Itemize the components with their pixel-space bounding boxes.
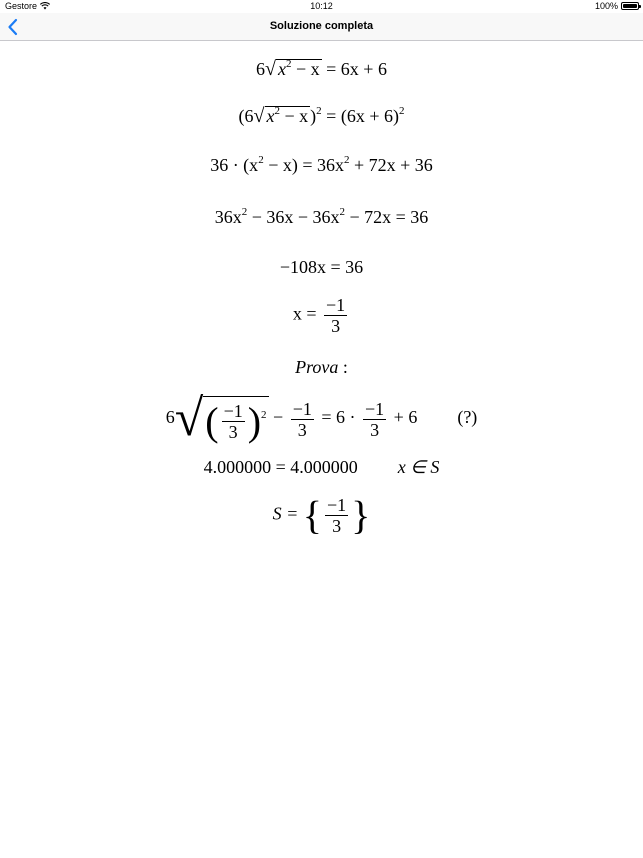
step-square-both-sides: (6√ $x^2 - x$ )$^2 = (6x + 6)^2$ xyxy=(238,105,405,127)
step-solution-set: S = { $\frac{-1}{3}$ } xyxy=(272,492,371,538)
step-collect-terms xyxy=(0,207,643,228)
battery-icon xyxy=(621,2,639,10)
step-check-substitution: 6√( $\frac{-1}{3}$ )$^2$ − $\frac{-1}{3}$ = 6 · $\frac{-1}{3}$ + 6 (?) xyxy=(165,390,478,447)
math-term: ) xyxy=(310,106,317,126)
navigation-bar xyxy=(0,13,643,41)
math-term: − xyxy=(268,407,288,428)
math-term: = 6x + 6 xyxy=(321,59,387,79)
math-term: −1 xyxy=(365,398,385,419)
math-term: S = xyxy=(272,503,303,524)
math-term: x xyxy=(278,59,286,79)
math-term: 2 xyxy=(241,206,248,218)
math-term: 3 xyxy=(332,516,342,536)
clock: 10:12 xyxy=(310,1,333,11)
battery-percent: 100% xyxy=(594,1,618,11)
math-term: 3 xyxy=(331,316,341,336)
math-term: = (6x + 6) xyxy=(321,106,399,126)
step-original-equation: 6√ $x^2 - x = 6x + 6$ xyxy=(256,58,387,80)
math-term: + 6 xyxy=(389,407,418,428)
math-term: Prova xyxy=(295,357,339,377)
math-term: 2 xyxy=(339,206,345,218)
step-simplify xyxy=(0,257,643,278)
math-term: 4.000000 = 4.000000 xyxy=(203,457,358,477)
math-term: −1 xyxy=(326,295,346,315)
math-term: : xyxy=(338,357,348,377)
math-term: − 72x = 36 xyxy=(345,207,429,227)
math-term: (?) xyxy=(457,407,478,428)
math-term: 2 xyxy=(316,105,322,117)
math-term: 3 xyxy=(370,419,380,440)
math-term: 6 xyxy=(165,407,175,428)
math-term: − x xyxy=(280,106,309,126)
battery-info xyxy=(595,1,639,11)
math-term: −108x = 36 xyxy=(279,257,364,277)
page-title: Soluzione completa xyxy=(269,20,374,32)
math-term: + 72x + 36 xyxy=(349,155,433,175)
math-term: − x xyxy=(291,59,320,79)
math-term: −1 xyxy=(327,495,347,515)
math-term: −1 xyxy=(223,400,243,421)
math-term: − x) = 36x xyxy=(263,155,344,175)
step-solution xyxy=(0,295,643,336)
math-term: 2 xyxy=(398,105,405,117)
math-term: 36 · (x xyxy=(210,155,259,175)
math-term: 3 xyxy=(228,421,238,442)
step-check-label xyxy=(0,357,643,378)
math-term: = 6 · xyxy=(316,407,361,428)
math-term: 2 xyxy=(343,154,350,166)
math-term: x xyxy=(266,106,275,126)
math-term: 2 xyxy=(258,154,264,166)
math-term: x ∈ S xyxy=(397,457,440,477)
math-term: 6 xyxy=(256,59,266,79)
math-term: x = xyxy=(292,303,321,324)
math-term: −1 xyxy=(292,398,312,419)
math-term: 3 xyxy=(297,419,307,440)
carrier-name: Gestore xyxy=(5,1,38,11)
math-term: (6 xyxy=(238,106,254,126)
math-term: 2 xyxy=(274,105,281,117)
math-term: 2 xyxy=(261,408,267,421)
math-term: − 36x − 36x xyxy=(247,207,340,227)
math-term: 36x xyxy=(214,207,242,227)
step-expand xyxy=(0,155,643,176)
math-term: 2 xyxy=(286,58,292,70)
status-bar xyxy=(0,0,643,13)
step-check-result xyxy=(0,457,643,478)
